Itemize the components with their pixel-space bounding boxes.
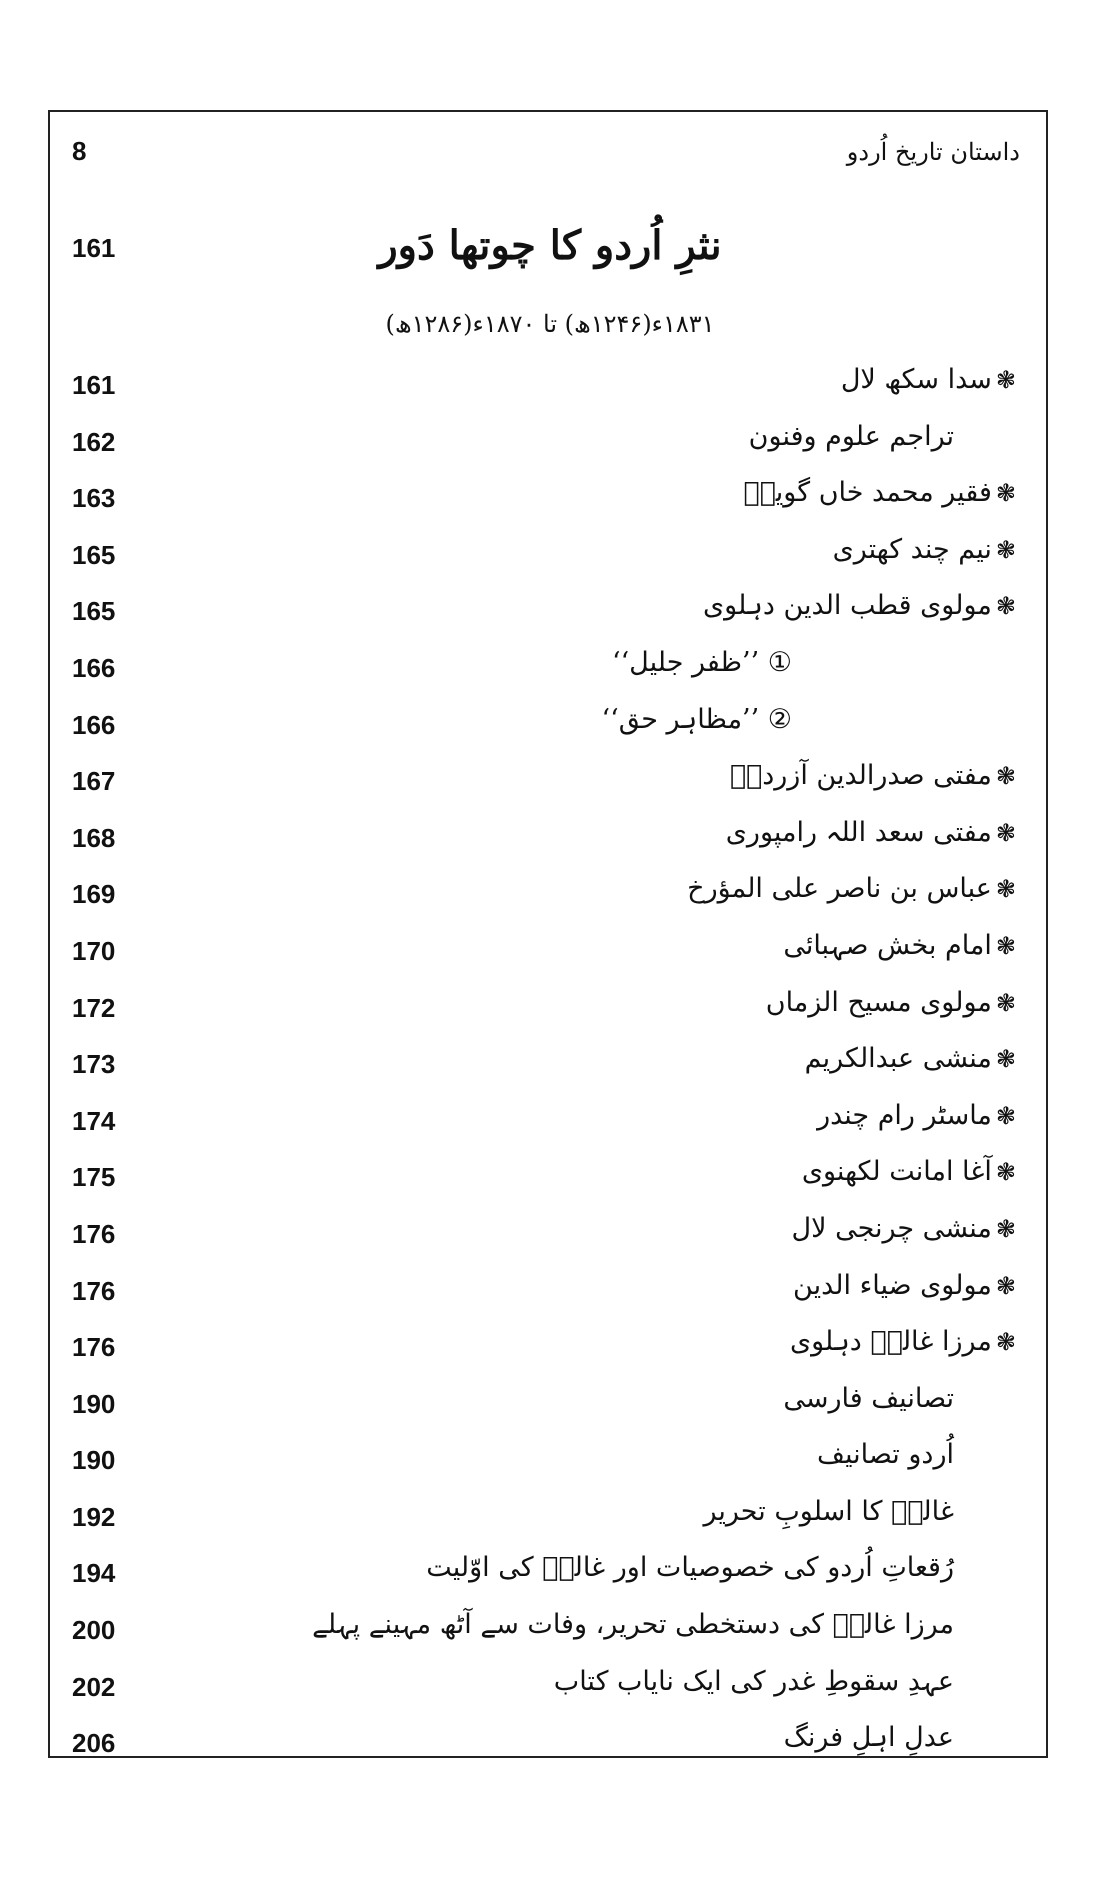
flower-bullet-icon: ❃: [995, 535, 1016, 564]
toc-entry-page: 200: [72, 1615, 116, 1646]
toc-entry-title: [704, 1496, 955, 1527]
toc-entry-page: 190: [72, 1388, 116, 1419]
toc-entry: [48, 582, 1048, 639]
flower-bullet-icon: ❃: [995, 1101, 1016, 1130]
toc-entry-page: 165: [72, 596, 116, 627]
toc-entry-title: [766, 987, 1016, 1018]
toc-entry-label: عباس بن ناصر علی المؤرخ: [687, 873, 992, 905]
page-number: 8: [72, 136, 87, 166]
toc-entry: [48, 1318, 1048, 1375]
toc-entry: [48, 865, 1048, 922]
flower-bullet-icon: ❃: [995, 1271, 1016, 1300]
toc-entry-title: [612, 647, 792, 678]
toc-entry: [48, 469, 1048, 526]
toc-entry: [48, 413, 1048, 470]
chapter-date-range: ۱۸۳۱ء(۱۲۴۶ھ) تا ۱۸۷۰ء(۱۲۸۶ھ): [385, 310, 715, 338]
toc-entry-label: آغا امانت لکھنوی: [801, 1156, 992, 1188]
toc-entry: [48, 1658, 1048, 1715]
flower-bullet-icon: ❃: [995, 479, 1016, 508]
toc-entry-label: سدا سکھ لال: [840, 364, 992, 395]
toc-entry-label: فقیر محمد خاں گویاؔ: [743, 477, 992, 509]
toc-entry-page: 163: [72, 483, 116, 514]
toc-entry-title: [426, 1552, 954, 1583]
toc-entry-label: عدلِ اہلِ فرنگ: [783, 1722, 954, 1754]
toc-entry-page: 167: [72, 766, 116, 797]
toc-entry-label: مولوی مسیح الزماں: [765, 986, 992, 1018]
toc-entry: [48, 1262, 1048, 1319]
toc-entry-title: [783, 1383, 954, 1414]
toc-entry: [48, 1035, 1048, 1092]
chapter-title: نثرِ اُردو کا چوتھا دَور: [378, 222, 722, 269]
toc-entry-label: مرزا غالبؔ کی دستخطی تحریر، وفات سے آٹھ مہینے پہلے: [312, 1609, 954, 1641]
toc-entry: [48, 1431, 1048, 1488]
toc-entry-page: 161: [72, 370, 116, 400]
toc-entry-title: [784, 1722, 954, 1753]
flower-bullet-icon: ❃: [995, 875, 1016, 904]
toc-entry: [48, 526, 1048, 583]
toc-entry-title: [833, 534, 1016, 565]
toc-entry-title: [312, 1609, 954, 1640]
toc-entry-page: 169: [72, 879, 116, 910]
toc-entry-title: [726, 817, 1016, 848]
toc-entry: [48, 979, 1048, 1036]
toc-entry: [48, 752, 1048, 809]
toc-entry-label: مفتی سعد اللہ رامپوری: [725, 816, 992, 848]
chapter-page-number: 161: [72, 233, 116, 263]
toc-entry: [48, 1375, 1048, 1432]
toc-entry-page: 170: [72, 935, 116, 966]
toc-entry-page: 202: [72, 1671, 116, 1702]
toc-entry-title: [783, 930, 1016, 961]
toc-entry-title: [841, 364, 1016, 395]
toc-entry: [48, 1714, 1048, 1771]
toc-entry-label: ② ’’مظاہر حق‘‘: [601, 703, 792, 735]
toc-entry-title: [817, 1439, 954, 1470]
toc-entry-page: 176: [72, 1275, 116, 1306]
toc-entry-title: [730, 760, 1016, 791]
toc-entry-page: 162: [72, 426, 116, 457]
toc-entry-title: [790, 1326, 1016, 1357]
toc-entry-label: مفتی صدرالدین آزردہؔ: [729, 760, 992, 792]
flower-bullet-icon: ❃: [995, 762, 1016, 791]
toc-entry-page: 190: [72, 1445, 116, 1476]
toc-entry-title: [749, 421, 954, 452]
toc-entry: [48, 922, 1048, 979]
toc-entry-title: [802, 1156, 1016, 1187]
toc-entry-page: 194: [72, 1558, 116, 1589]
toc-entry-label: منشی عبدالکریم: [804, 1043, 992, 1075]
toc-entry: [48, 1601, 1048, 1658]
toc-entry-label: منشی چرنجی لال: [791, 1212, 992, 1244]
toc-entry-page: 206: [72, 1728, 116, 1759]
toc-entry-label: عہدِ سقوطِ غدر کی ایک نایاب کتاب: [553, 1665, 954, 1697]
toc-entry-title: [602, 704, 792, 735]
toc-entry-page: 166: [72, 652, 116, 683]
toc-entry-page: 176: [72, 1332, 116, 1363]
table-of-contents: [48, 356, 1048, 1771]
toc-entry-label: امام بخش صہبائی: [783, 929, 992, 961]
toc-entry: [48, 1205, 1048, 1262]
toc-entry-label: تراجم علوم وفنون: [748, 420, 954, 452]
toc-entry-title: [793, 1270, 1016, 1301]
toc-entry-page: 172: [72, 992, 116, 1023]
toc-entry: [48, 639, 1048, 696]
toc-entry-page: 192: [72, 1501, 116, 1532]
toc-entry-page: 168: [72, 822, 116, 853]
toc-entry-title: [554, 1666, 954, 1697]
toc-entry: [48, 356, 1048, 413]
flower-bullet-icon: ❃: [995, 1045, 1016, 1074]
toc-entry-label: اُردو تصانیف: [817, 1439, 954, 1471]
toc-entry-label: رُقعاتِ اُردو کی خصوصیات اور غالبؔ کی اوّلیت: [426, 1552, 954, 1584]
toc-entry: [48, 1488, 1048, 1545]
running-title: داستان تاریخ اُردو: [846, 138, 1020, 166]
flower-bullet-icon: ❃: [995, 1158, 1016, 1187]
toc-entry: [48, 696, 1048, 753]
toc-entry-title: [687, 873, 1016, 904]
toc-entry: [48, 809, 1048, 866]
toc-entry-label: مولوی ضیاء الدین: [793, 1269, 992, 1301]
flower-bullet-icon: ❃: [995, 1214, 1016, 1243]
toc-entry-title: [703, 590, 1016, 621]
toc-entry-label: ماسٹر رام چندر: [817, 1099, 992, 1131]
toc-entry-title: [817, 1100, 1016, 1131]
flower-bullet-icon: ❃: [995, 931, 1016, 960]
toc-entry-page: 173: [72, 1049, 116, 1080]
toc-entry-label: مولوی قطب الدین دہلوی: [703, 590, 992, 622]
toc-entry-title: [791, 1213, 1016, 1244]
toc-entry-page: 176: [72, 1218, 116, 1249]
flower-bullet-icon: ❃: [995, 1328, 1016, 1357]
toc-entry-title: [743, 477, 1016, 508]
toc-entry-page: 165: [72, 539, 116, 570]
toc-entry: [48, 1544, 1048, 1601]
toc-entry-label: تصانیف فارسی: [783, 1382, 954, 1414]
toc-entry-label: غالبؔ کا اسلوبِ تحریر: [703, 1495, 954, 1527]
toc-entry-page: 175: [72, 1162, 116, 1193]
toc-entry-page: 166: [72, 709, 116, 740]
toc-entry: [48, 1092, 1048, 1149]
flower-bullet-icon: ❃: [995, 366, 1016, 394]
flower-bullet-icon: ❃: [995, 592, 1016, 621]
toc-entry-label: ① ’’ظفر جلیل‘‘: [612, 646, 792, 678]
toc-entry-title: [805, 1043, 1016, 1074]
flower-bullet-icon: ❃: [995, 988, 1016, 1017]
toc-entry-label: مرزا غالبؔ دہلوی: [789, 1326, 992, 1358]
flower-bullet-icon: ❃: [995, 818, 1016, 847]
toc-entry: [48, 1148, 1048, 1205]
toc-entry-page: 174: [72, 1105, 116, 1136]
toc-entry-label: نیم چند کھتری: [832, 533, 992, 565]
